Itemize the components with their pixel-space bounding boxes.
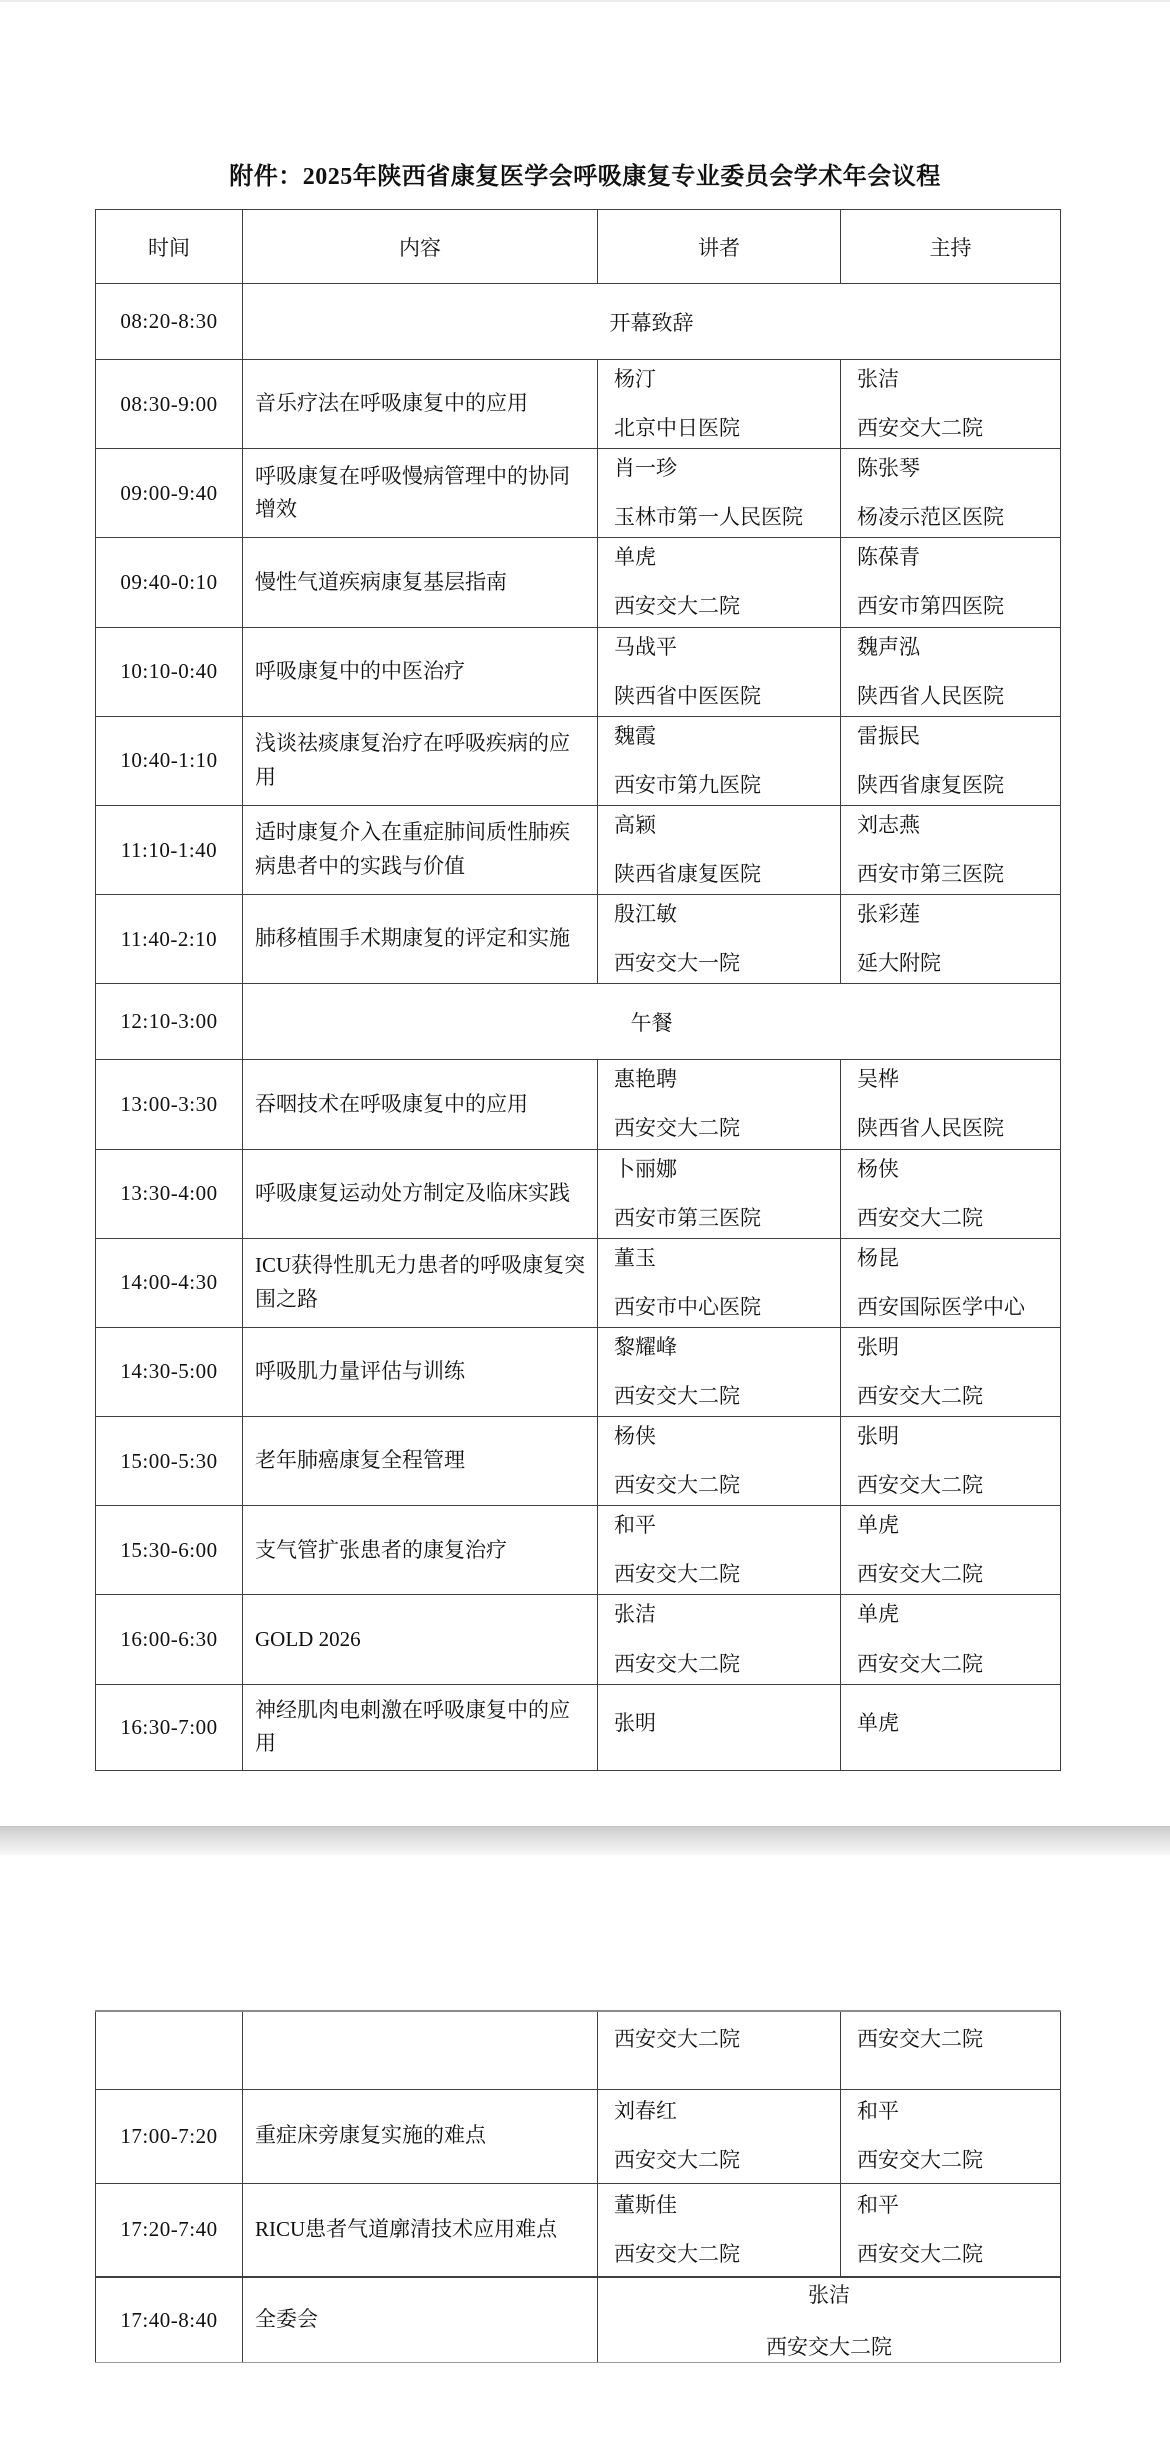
content-cell: 呼吸康复在呼吸慢病管理中的协同增效 <box>243 449 598 538</box>
host-cell <box>841 716 1061 805</box>
content-cell: 神经肌肉电刺激在呼吸康复中的应用 <box>243 1684 598 1770</box>
header-cell-speaker: 讲者 <box>598 210 841 284</box>
host-cell <box>841 805 1061 894</box>
host-cell <box>841 360 1061 449</box>
speaker-cell <box>598 449 841 538</box>
speaker-affiliation: 西安交大二院 <box>614 1116 740 1141</box>
host-affiliation: 西安交大二院 <box>857 1383 983 1408</box>
time-cell: 11:10-1:40 <box>96 805 243 894</box>
content-cell: 适时康复介入在重症肺间质性肺疾病患者中的实践与价值 <box>243 805 598 894</box>
host-name: 张明 <box>857 1334 899 1359</box>
speaker-affiliation: 陕西省中医医院 <box>614 683 761 708</box>
time-cell: 16:30-7:00 <box>96 1684 243 1770</box>
speaker-name: 张洁 <box>808 2283 850 2307</box>
host-cell <box>841 2183 1061 2277</box>
host-affiliation: 西安交大二院 <box>857 1651 983 1676</box>
speaker-name: 高颖 <box>614 812 656 837</box>
speaker-affiliation: 西安交大二院 <box>614 2148 740 2172</box>
host-name: 吴桦 <box>857 1067 899 1092</box>
agenda-row <box>96 1417 1061 1506</box>
content-cell: 支气管扩张患者的康复治疗 <box>243 1506 598 1595</box>
speaker-name: 刘春红 <box>614 2098 677 2123</box>
host-name: 单虎 <box>857 1602 899 1627</box>
host-affiliation: 西安交大二院 <box>857 1205 983 1230</box>
host-name: 和平 <box>857 2098 899 2123</box>
speaker-cell <box>598 360 841 449</box>
agenda-row <box>96 1506 1061 1595</box>
speaker-cell <box>598 627 841 716</box>
time-cell: 14:00-4:30 <box>96 1238 243 1327</box>
host-name: 张彩莲 <box>857 902 920 927</box>
time-cell: 10:40-1:10 <box>96 716 243 805</box>
speaker-affiliation: 西安市第三医院 <box>614 1205 761 1230</box>
host-affiliation: 陕西省人民医院 <box>857 1116 1004 1141</box>
speaker-cell <box>598 2011 841 2089</box>
speaker-affiliation: 西安交大二院 <box>614 1383 740 1408</box>
host-cell <box>841 538 1061 627</box>
host-cell <box>841 895 1061 984</box>
speaker-cell <box>598 1149 841 1238</box>
header-cell-content: 内容 <box>243 210 598 284</box>
speaker-cell <box>598 1417 841 1506</box>
host-name: 刘志燕 <box>857 812 920 837</box>
speaker-cell <box>598 2089 841 2183</box>
page-1 <box>0 2 1170 1826</box>
content-cell: 呼吸肌力量评估与训练 <box>243 1327 598 1416</box>
agenda-row <box>96 984 1061 1060</box>
speaker-name: 殷江敏 <box>614 902 677 927</box>
speaker-cell <box>598 1060 841 1149</box>
speaker-affiliation: 西安交大二院 <box>614 2241 740 2266</box>
content-cell <box>243 2011 598 2089</box>
speaker-affiliation: 西安交大二院 <box>614 1562 740 1587</box>
host-name: 张洁 <box>857 367 899 391</box>
time-cell: 11:40-2:10 <box>96 895 243 984</box>
content-cell: 呼吸康复运动处方制定及临床实践 <box>243 1149 598 1238</box>
host-cell <box>841 1684 1061 1770</box>
content-cell: 吞咽技术在呼吸康复中的应用 <box>243 1060 598 1149</box>
host-affiliation: 西安市第四医院 <box>857 594 1004 619</box>
agenda-row <box>96 1327 1061 1416</box>
time-cell: 08:20-8:30 <box>96 284 243 360</box>
agenda-row <box>96 1684 1061 1770</box>
host-affiliation: 西安交大二院 <box>857 2027 983 2051</box>
agenda-table-page2 <box>95 2010 1061 2363</box>
speaker-name: 马战平 <box>614 634 677 659</box>
speaker-name: 卜丽娜 <box>614 1156 677 1181</box>
content-cell: 重症床旁康复实施的难点 <box>243 2089 598 2183</box>
speaker-affiliation: 西安交大二院 <box>614 594 740 619</box>
time-cell: 15:00-5:30 <box>96 1417 243 1506</box>
attachment-title: 附件：2025年陕西省康复医学会呼吸康复专业委员会学术年会议程 <box>229 164 941 190</box>
speaker-cell <box>598 1684 841 1770</box>
speaker-cell <box>598 2183 841 2277</box>
agenda-row <box>96 1238 1061 1327</box>
host-affiliation: 陕西省康复医院 <box>857 772 1004 797</box>
time-cell: 12:10-3:00 <box>96 984 243 1060</box>
speaker-cell <box>598 1595 841 1684</box>
host-cell <box>841 1417 1061 1506</box>
time-cell: 17:00-7:20 <box>96 2089 243 2183</box>
speaker-name: 杨侠 <box>614 1424 656 1449</box>
host-affiliation: 西安市第三医院 <box>857 862 1004 887</box>
speaker-affiliation: 北京中日医院 <box>614 416 740 441</box>
time-cell: 13:00-3:30 <box>96 1060 243 1149</box>
speaker-cell <box>598 895 841 984</box>
host-name: 雷振民 <box>857 723 920 748</box>
host-name: 陈张琴 <box>857 456 920 481</box>
agenda-body-page2 <box>96 2011 1061 2363</box>
time-cell: 09:00-9:40 <box>96 449 243 538</box>
speaker-name: 和平 <box>614 1513 656 1538</box>
speaker-name: 杨汀 <box>614 367 656 391</box>
time-cell: 13:30-4:00 <box>96 1149 243 1238</box>
page-2 <box>0 1855 1170 2437</box>
content-cell: 浅谈祛痰康复治疗在呼吸疾病的应用 <box>243 716 598 805</box>
speaker-cell <box>598 716 841 805</box>
agenda-row <box>96 1149 1061 1238</box>
agenda-row <box>96 895 1061 984</box>
content-cell: ICU获得性肌无力患者的呼吸康复突围之路 <box>243 1238 598 1327</box>
host-cell <box>841 449 1061 538</box>
time-cell: 10:10-0:40 <box>96 627 243 716</box>
agenda-row <box>96 284 1061 360</box>
host-cell <box>841 1149 1061 1238</box>
host-cell <box>841 1506 1061 1595</box>
host-affiliation: 杨凌示范区医院 <box>857 505 1004 530</box>
speaker-cell <box>598 1238 841 1327</box>
speaker-affiliation: 西安交大二院 <box>614 2027 740 2051</box>
agenda-row <box>96 2011 1061 2089</box>
host-cell <box>841 2089 1061 2183</box>
host-affiliation: 西安交大二院 <box>857 1473 983 1498</box>
time-cell: 09:40-0:10 <box>96 538 243 627</box>
agenda-row <box>96 627 1061 716</box>
host-cell <box>841 2011 1061 2089</box>
host-cell <box>841 1327 1061 1416</box>
agenda-row <box>96 2089 1061 2183</box>
speaker-affiliation: 西安交大二院 <box>614 1651 740 1676</box>
merged-label-cell: 午餐 <box>243 984 1061 1060</box>
speaker-cell <box>598 805 841 894</box>
host-affiliation: 陕西省人民医院 <box>857 683 1004 708</box>
time-cell: 17:20-7:40 <box>96 2183 243 2277</box>
speaker-affiliation: 西安交大二院 <box>614 1473 740 1498</box>
agenda-row <box>96 2277 1061 2363</box>
speaker-name: 董斯佳 <box>614 2192 677 2217</box>
content-cell: 慢性气道疾病康复基层指南 <box>243 538 598 627</box>
speaker-affiliation: 陕西省康复医院 <box>614 862 761 887</box>
agenda-row <box>96 1595 1061 1684</box>
host-name: 陈葆青 <box>857 545 920 570</box>
host-name: 魏声泓 <box>857 634 920 659</box>
content-cell: 全委会 <box>243 2277 598 2363</box>
agenda-row <box>96 716 1061 805</box>
speaker-host-merged-cell <box>598 2277 1061 2363</box>
host-affiliation: 延大附院 <box>857 951 941 976</box>
host-affiliation: 西安交大二院 <box>857 1562 983 1587</box>
content-cell: 肺移植围手术期康复的评定和实施 <box>243 895 598 984</box>
host-affiliation: 西安交大二院 <box>857 2148 983 2172</box>
time-cell: 08:30-9:00 <box>96 360 243 449</box>
host-name: 杨昆 <box>857 1245 899 1270</box>
host-name: 单虎 <box>857 1710 899 1735</box>
speaker-cell <box>598 538 841 627</box>
time-cell: 17:40-8:40 <box>96 2277 243 2363</box>
speaker-name: 单虎 <box>614 545 656 570</box>
time-cell: 15:30-6:00 <box>96 1506 243 1595</box>
speaker-name: 张明 <box>614 1710 656 1735</box>
host-affiliation: 西安交大二院 <box>857 2241 983 2266</box>
agenda-row <box>96 805 1061 894</box>
time-cell: 16:00-6:30 <box>96 1595 243 1684</box>
speaker-affiliation: 西安市中心医院 <box>614 1294 761 1319</box>
merged-label-cell: 开幕致辞 <box>243 284 1061 360</box>
content-cell: 老年肺癌康复全程管理 <box>243 1417 598 1506</box>
speaker-affiliation: 西安交大二院 <box>766 2335 892 2359</box>
speaker-name: 肖一珍 <box>614 456 677 481</box>
speaker-name: 张洁 <box>614 1602 656 1627</box>
time-cell <box>96 2011 243 2089</box>
agenda-body-page1 <box>96 284 1061 1771</box>
page-separator <box>0 1826 1170 1855</box>
host-name: 和平 <box>857 2192 899 2217</box>
header-cell-time: 时间 <box>96 210 243 284</box>
host-cell <box>841 1060 1061 1149</box>
host-affiliation: 西安交大二院 <box>857 416 983 441</box>
time-cell: 14:30-5:00 <box>96 1327 243 1416</box>
speaker-name: 董玉 <box>614 1245 656 1270</box>
agenda-row <box>96 538 1061 627</box>
host-name: 单虎 <box>857 1513 899 1538</box>
host-cell <box>841 627 1061 716</box>
host-name: 杨侠 <box>857 1156 899 1181</box>
host-name: 张明 <box>857 1424 899 1449</box>
agenda-row <box>96 449 1061 538</box>
content-cell: GOLD 2026 <box>243 1595 598 1684</box>
agenda-row <box>96 2183 1061 2277</box>
header-cell-host: 主持 <box>841 210 1061 284</box>
speaker-name: 魏霞 <box>614 723 656 748</box>
content-cell: 呼吸康复中的中医治疗 <box>243 627 598 716</box>
host-affiliation: 西安国际医学中心 <box>857 1294 1025 1319</box>
speaker-name: 黎耀峰 <box>614 1334 677 1359</box>
agenda-row <box>96 1060 1061 1149</box>
speaker-name: 惠艳聘 <box>614 1067 677 1092</box>
speaker-affiliation: 西安交大一院 <box>614 951 740 976</box>
content-cell: RICU患者气道廓清技术应用难点 <box>243 2183 598 2277</box>
speaker-cell <box>598 1327 841 1416</box>
content-cell: 音乐疗法在呼吸康复中的应用 <box>243 360 598 449</box>
speaker-cell <box>598 1506 841 1595</box>
speaker-affiliation: 玉林市第一人民医院 <box>614 505 803 530</box>
speaker-affiliation: 西安市第九医院 <box>614 772 761 797</box>
agenda-table-page1 <box>95 209 1061 1771</box>
host-cell <box>841 1238 1061 1327</box>
agenda-row <box>96 360 1061 449</box>
header-row <box>96 210 1061 284</box>
host-cell <box>841 1595 1061 1684</box>
